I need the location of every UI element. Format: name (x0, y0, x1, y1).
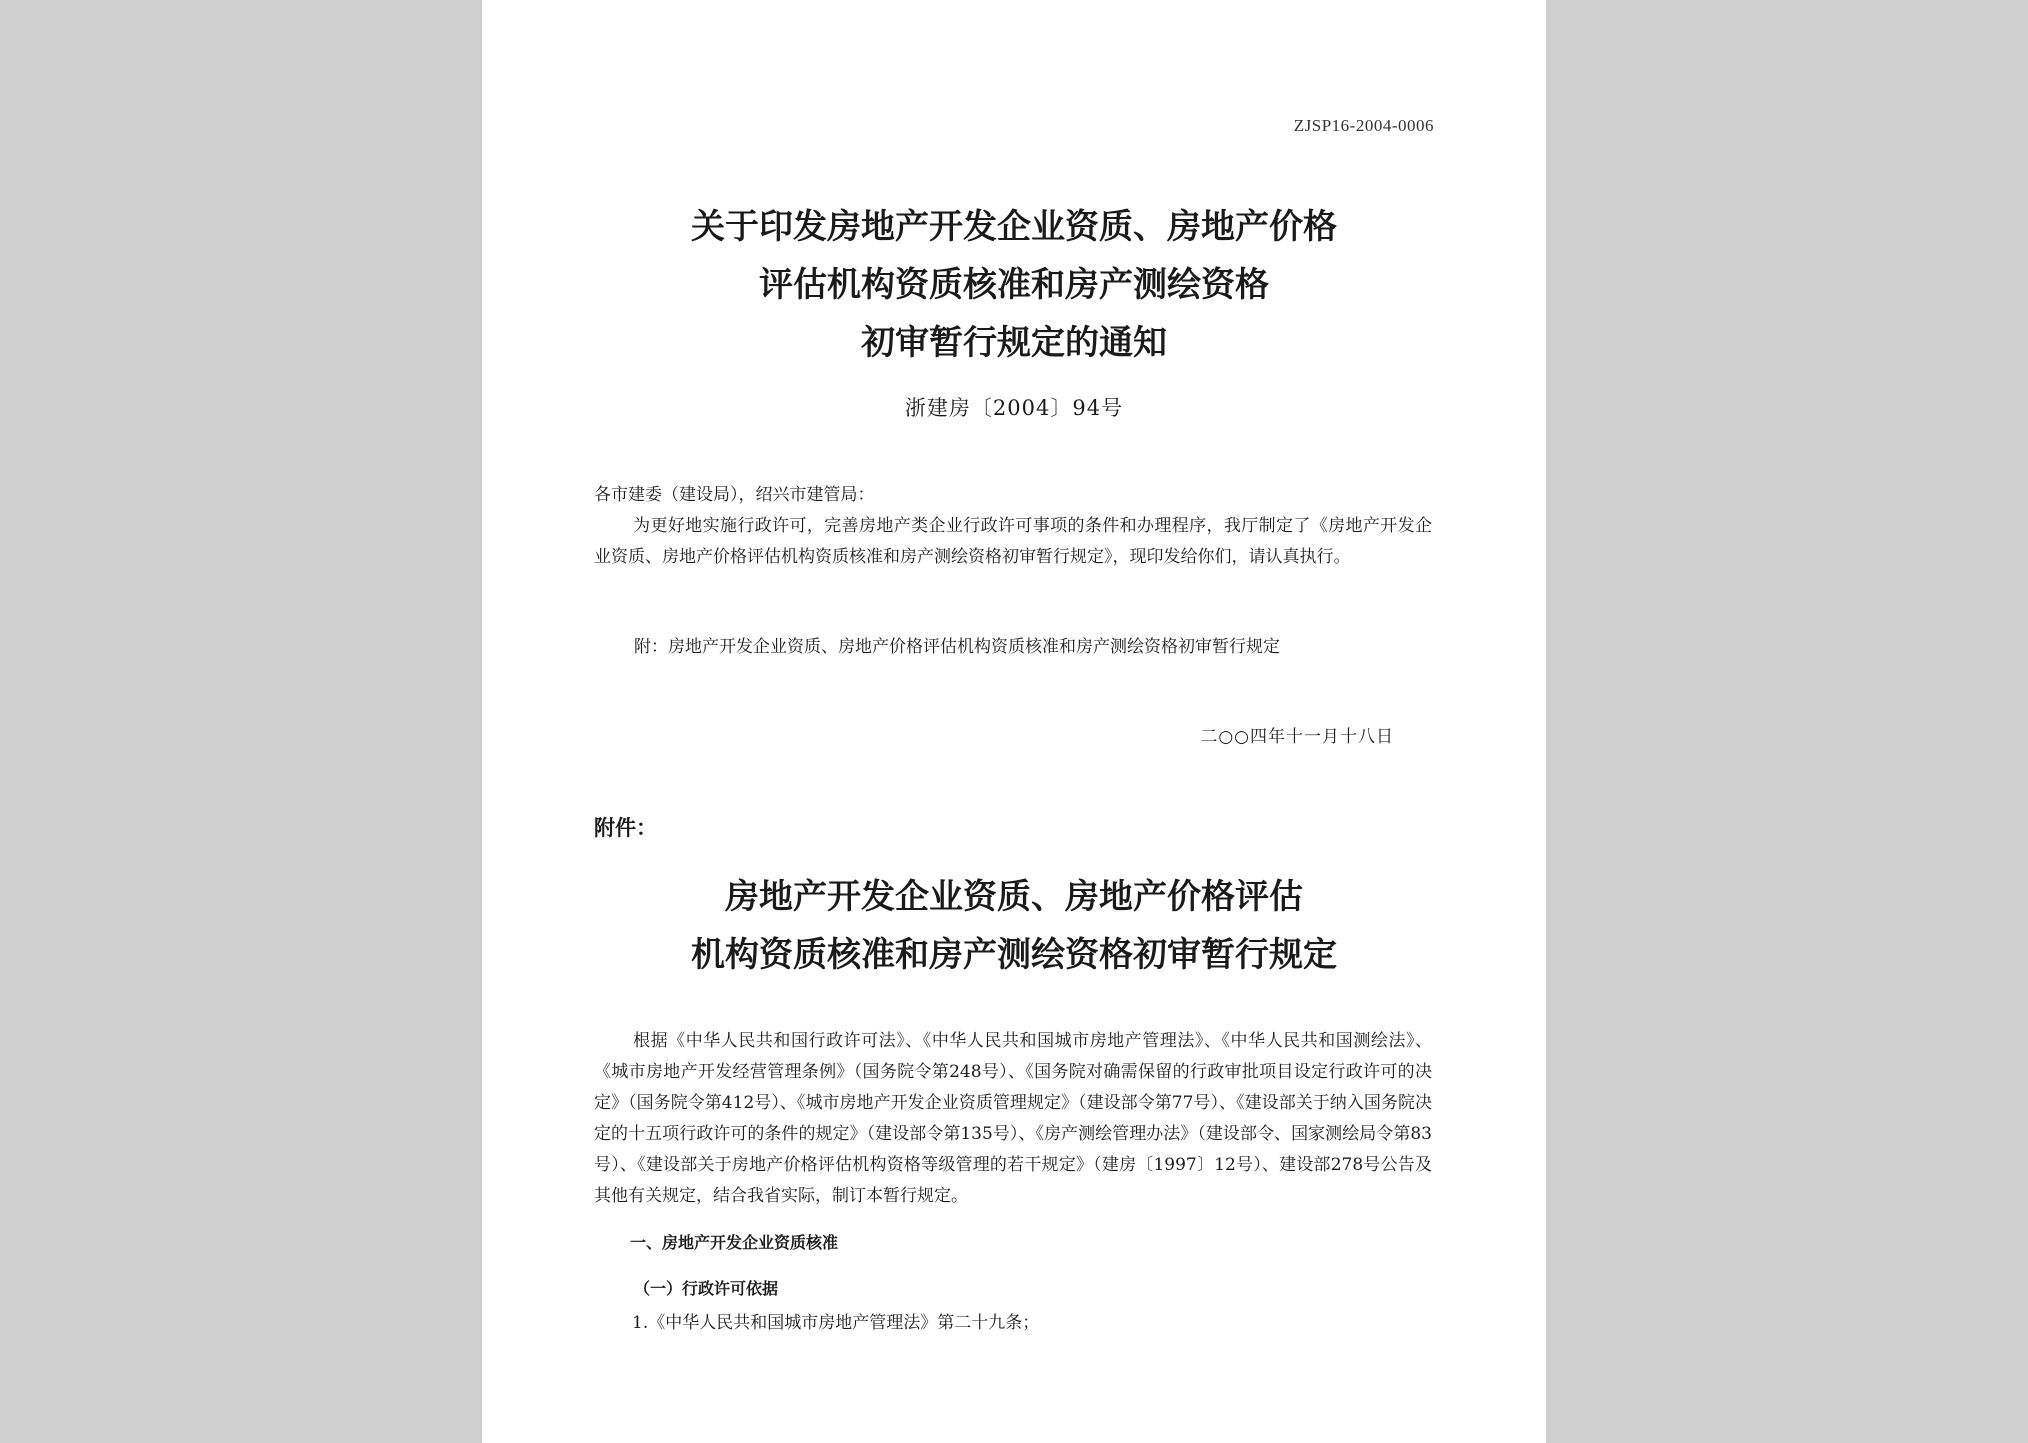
list-item: 1.《中华人民共和国城市房地产管理法》第二十九条； (632, 1313, 1040, 1333)
notice-body (594, 480, 1432, 573)
signature-date: 二○○四年十一月十八日 (1200, 727, 1394, 747)
title-line: 初审暂行规定的通知 (861, 323, 1167, 363)
subtitle-line: 机构资质核准和房产测绘资格初审暂行规定 (691, 935, 1337, 975)
attachment-note: 附：房地产开发企业资质、房地产价格评估机构资质核准和房产测绘资格初审暂行规定 (634, 637, 1280, 657)
section-heading: 一、房地产开发企业资质核准 (630, 1233, 839, 1252)
basis-paragraph: 根据《中华人民共和国行政许可法》、《中华人民共和国城市房地产管理法》、《中华人民共和国测绘法》、《城市房地产开发经营管理条例》（国务院令第248号）、《国务院对确需保留的行政审批项目设定行政许可的决定》（国务院令第412号）、《城市房地产开发企业资质管理规定》（建设部令第77号）、《建设部关于纳入国务院决定的十五项行政许可的条件的规定》（建设部令第135号）、《房产测绘管理办法》（建设部令、国家测绘局令第83号）、《建设部关于房地产价格评估机构资格等级管理的若干规定》（建房〔1997〕12号）、建设部278号公告及其他有关规定，结合我省实际，制订本暂行规定。 (594, 1031, 1432, 1206)
title-line: 关于印发房地产开发企业资质、房地产价格 (691, 207, 1337, 247)
document-title (482, 198, 1546, 372)
document-page (482, 0, 1546, 1443)
basis-section (594, 1026, 1432, 1212)
subtitle-line: 房地产开发企业资质、房地产价格评估 (725, 877, 1303, 917)
attachment-title (482, 868, 1546, 984)
document-code: ZJSP16-2004-0006 (1293, 116, 1434, 135)
document-number: 浙建房〔2004〕94号 (904, 396, 1124, 420)
title-line: 评估机构资质核准和房产测绘资格 (759, 265, 1269, 305)
attachment-label: 附件： (594, 816, 657, 840)
notice-paragraph: 为更好地实施行政许可，完善房地产类企业行政许可事项的条件和办理程序，我厅制定了《房地产开发企业资质、房地产价格评估机构资质核准和房产测绘资格初审暂行规定》，现印发给你们，请认真执行。 (594, 516, 1432, 567)
subsection-heading: （一）行政许可依据 (634, 1279, 779, 1298)
addressee: 各市建委（建设局），绍兴市建管局： (594, 485, 875, 505)
